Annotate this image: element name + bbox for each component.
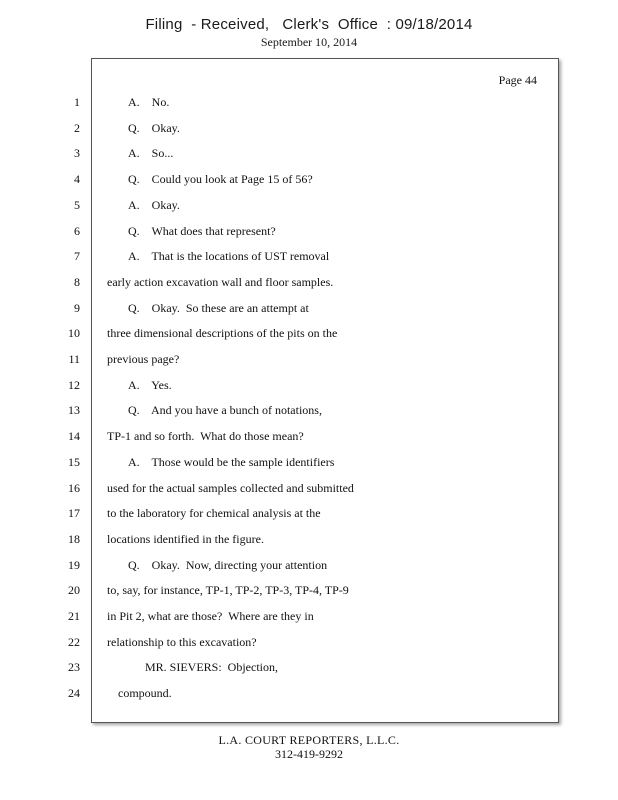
line-number: 2: [74, 121, 80, 135]
transcript-line: to the laboratory for chemical analysis at the: [107, 506, 321, 520]
transcript-line: in Pit 2, what are those? Where are they in: [107, 609, 314, 623]
line-number: 1: [74, 95, 80, 109]
transcript-line: Q. Okay. Now, directing your attention: [128, 558, 328, 572]
line-number: 9: [74, 301, 80, 315]
transcript-line: Q. What does that represent?: [128, 224, 276, 238]
line-number: 21: [68, 609, 80, 623]
transcript-line: used for the actual samples collected and submitted: [107, 481, 354, 495]
transcript-line: locations identified in the figure.: [107, 532, 264, 546]
reporter-phone: 312-419-9292: [275, 747, 343, 761]
transcript-date: September 10, 2014: [260, 35, 358, 49]
transcript-line: A. So...: [128, 146, 174, 160]
line-number: 22: [68, 635, 80, 649]
transcript-line: Q. Could you look at Page 15 of 56?: [128, 172, 313, 186]
line-number: 4: [74, 172, 80, 186]
transcript-line: Q. And you have a bunch of notations,: [128, 403, 322, 417]
line-number: 17: [68, 506, 80, 520]
transcript-line: MR. SIEVERS: Objection,: [145, 660, 279, 674]
line-number: 23: [68, 660, 80, 674]
line-number: 10: [68, 326, 80, 340]
transcript-line: A. Those would be the sample identifiers: [128, 455, 335, 469]
line-number: 13: [68, 403, 80, 417]
line-number: 19: [68, 558, 80, 572]
line-number: 15: [68, 455, 80, 469]
line-number: 7: [74, 249, 80, 263]
transcript-line: to, say, for instance, TP-1, TP-2, TP-3, TP-4, TP-9: [107, 583, 349, 597]
line-number: 24: [68, 686, 80, 700]
transcript-line: A. Yes.: [128, 378, 172, 392]
transcript-line: compound.: [118, 686, 172, 700]
line-number: 8: [74, 275, 80, 289]
transcript-line: Q. Okay.: [128, 121, 180, 135]
transcript-line: three dimensional descriptions of the pits on the: [107, 326, 338, 340]
page-number: Page 44: [498, 73, 537, 87]
transcript-line: Q. Okay. So these are an attempt at: [128, 301, 309, 315]
line-number: 5: [74, 198, 80, 212]
transcript-line: relationship to this excavation?: [107, 635, 257, 649]
transcript-line: A. No.: [128, 95, 170, 109]
line-number: 12: [68, 378, 80, 392]
line-number: 6: [74, 224, 80, 238]
reporter-firm: L.A. COURT REPORTERS, L.L.C.: [218, 733, 400, 747]
line-number: 16: [68, 481, 80, 495]
filing-stamp: Filing - Received, Clerk's Office : 09/18/2014: [145, 16, 473, 33]
line-number: 18: [68, 532, 80, 546]
line-number: 3: [74, 146, 80, 160]
line-number: 14: [68, 429, 80, 443]
transcript-line: A. That is the locations of UST removal: [128, 249, 330, 263]
transcript-line: TP-1 and so forth. What do those mean?: [107, 429, 304, 443]
transcript-line: previous page?: [107, 352, 180, 366]
line-number: 20: [68, 583, 80, 597]
transcript-line: early action excavation wall and floor samples.: [107, 275, 334, 289]
transcript-line: A. Okay.: [128, 198, 180, 212]
line-number: 11: [68, 352, 80, 366]
